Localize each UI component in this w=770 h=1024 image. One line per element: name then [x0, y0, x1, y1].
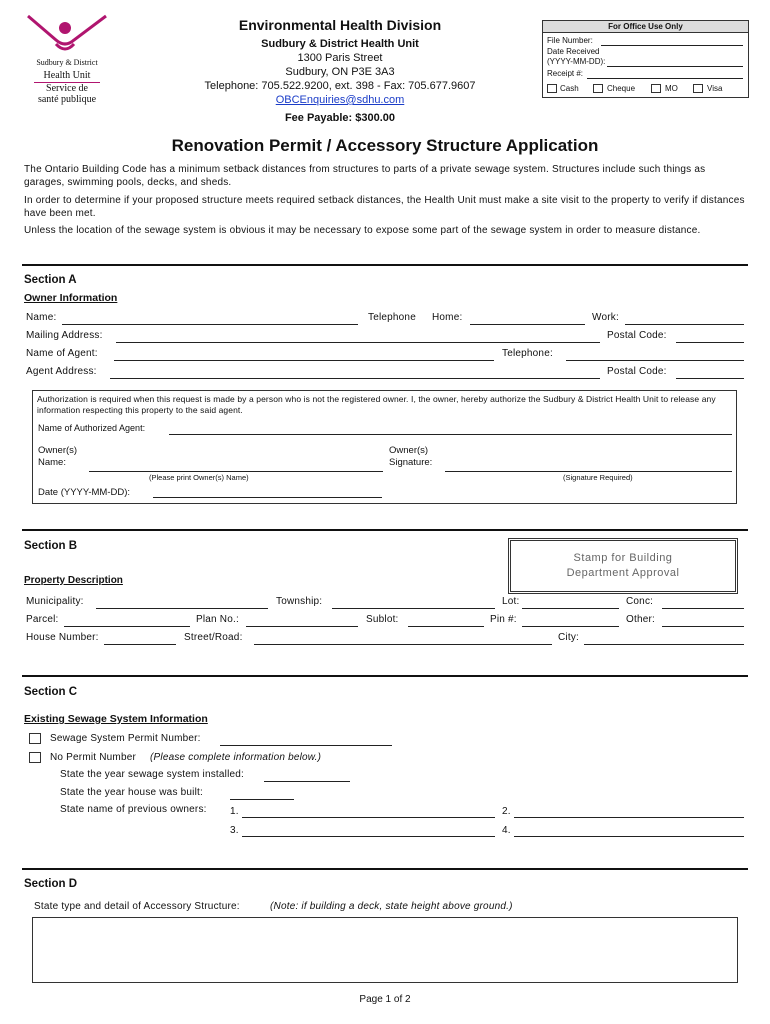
- year-installed-label: State the year sewage system installed:: [60, 769, 245, 780]
- owner-signature-field[interactable]: [445, 471, 732, 472]
- payment-visa-checkbox[interactable]: [693, 84, 703, 93]
- logo: [26, 14, 108, 106]
- street-road-field[interactable]: [254, 644, 552, 645]
- agent-address-label: Agent Address:: [26, 366, 97, 377]
- file-number-field[interactable]: [601, 45, 743, 46]
- parcel-field[interactable]: [64, 626, 190, 627]
- agent-postal-code-label: Postal Code:: [607, 366, 667, 377]
- payment-cash-label: Cash: [560, 84, 579, 93]
- sublot-field[interactable]: [408, 626, 484, 627]
- signature-required-note: (Signature Required): [563, 473, 633, 482]
- section-d-title: Section D: [24, 878, 78, 890]
- year-built-label: State the year house was built:: [60, 787, 203, 798]
- house-number-label: House Number:: [26, 632, 99, 643]
- authorization-text: Authorization is required when this request is made by a person who is not the registered owner. I, the owner, hereby authorize the Sudbury & District Health Unit to release any information respecting this property to the said agent.: [37, 394, 716, 415]
- city-label: City:: [558, 632, 579, 643]
- header-city: Sudbury, ON P3E 3A3: [285, 66, 395, 78]
- house-number-field[interactable]: [104, 644, 176, 645]
- no-permit-checkbox[interactable]: [29, 752, 41, 763]
- stamp-box: [508, 538, 738, 594]
- pin-field[interactable]: [522, 626, 619, 627]
- conc-label: Conc:: [626, 596, 654, 607]
- office-use-title: For Office Use Only: [543, 21, 748, 33]
- health-unit-logo-icon: [26, 14, 108, 56]
- municipality-field[interactable]: [96, 608, 268, 609]
- postal-code-label: Postal Code:: [607, 330, 667, 341]
- owner-print-name-field[interactable]: [89, 471, 383, 472]
- section-a-divider: [22, 264, 748, 266]
- agent-name-label: Name of Agent:: [26, 348, 98, 359]
- intro-paragraph-3: Unless the location of the sewage system is obvious it may be necessary to expose some part of the sewage system in order to measure distance.: [24, 225, 701, 236]
- year-built-field[interactable]: [230, 799, 294, 800]
- plan-number-label: Plan No.:: [196, 614, 239, 625]
- previous-owner-2-number: 2.: [502, 806, 511, 817]
- logo-org-line1: Sudbury & District: [36, 58, 98, 67]
- home-phone-label: Home:: [432, 312, 463, 323]
- accessory-structure-note: (Note: if building a deck, state height above ground.): [270, 901, 513, 912]
- print-name-note: (Please print Owner(s) Name): [149, 473, 249, 482]
- township-label: Township:: [276, 596, 323, 607]
- owner-name-label-1: Owner(s): [38, 445, 78, 456]
- owner-name-label-2: Name:: [38, 457, 66, 468]
- street-road-label: Street/Road:: [184, 632, 243, 643]
- owner-signature-label-1: Owner(s): [389, 445, 429, 456]
- section-a-subtitle: Owner Information: [24, 292, 118, 304]
- work-phone-label: Work:: [592, 312, 619, 323]
- header-phone: Telephone: 705.522.9200, ext. 398 - Fax: 705.677.9607: [204, 80, 476, 92]
- previous-owner-1-field[interactable]: [242, 817, 495, 818]
- owner-name-label: Name:: [26, 312, 57, 323]
- other-field[interactable]: [662, 626, 744, 627]
- receipt-label: Receipt #:: [547, 69, 584, 78]
- previous-owners-label: State name of previous owners:: [60, 804, 207, 815]
- sublot-label: Sublot:: [366, 614, 399, 625]
- lot-label: Lot:: [502, 596, 520, 607]
- owner-signature-label-2: Signature:: [389, 457, 433, 468]
- township-field[interactable]: [332, 608, 495, 609]
- payment-visa-label: Visa: [707, 84, 723, 93]
- accessory-structure-textarea[interactable]: [32, 917, 738, 983]
- year-installed-field[interactable]: [264, 781, 350, 782]
- municipality-label: Municipality:: [26, 596, 84, 607]
- header-street: 1300 Paris Street: [297, 52, 383, 64]
- logo-org-line3: Service de: [46, 83, 88, 94]
- work-phone-field[interactable]: [625, 324, 744, 325]
- payment-cash-checkbox[interactable]: [547, 84, 557, 93]
- date-received-label: Date Received: [547, 47, 600, 56]
- plan-number-field[interactable]: [246, 626, 358, 627]
- previous-owner-3-number: 3.: [230, 825, 239, 836]
- logo-org-line4: santé publique: [37, 94, 97, 105]
- telephone-label: Telephone: [368, 312, 416, 323]
- section-b-subtitle: Property Description: [24, 575, 123, 586]
- lot-field[interactable]: [522, 608, 619, 609]
- other-label: Other:: [626, 614, 655, 625]
- intro-paragraph-1: The Ontario Building Code has a minimum setback distances from structures to parts of a private sewage system. Structures include such things as garages, swimming pools, decks, and sheds.: [24, 164, 706, 188]
- previous-owner-1-number: 1.: [230, 806, 239, 817]
- owner-name-field[interactable]: [62, 324, 358, 325]
- section-c-subtitle: Existing Sewage System Information: [24, 713, 208, 725]
- no-permit-label: No Permit Number: [50, 752, 136, 763]
- parcel-label: Parcel:: [26, 614, 59, 625]
- permit-number-label: Sewage System Permit Number:: [50, 733, 201, 744]
- agent-postal-code-field[interactable]: [676, 378, 744, 379]
- mailing-address-label: Mailing Address:: [26, 330, 103, 341]
- fee-payable: Fee Payable: $300.00: [284, 112, 396, 124]
- authorized-agent-label: Name of Authorized Agent:: [38, 423, 146, 433]
- no-permit-note: (Please complete information below.): [150, 752, 322, 763]
- section-d-divider: [22, 868, 748, 870]
- receipt-field[interactable]: [587, 78, 743, 79]
- pin-label: Pin #:: [490, 614, 517, 625]
- payment-mo-label: MO: [665, 84, 678, 93]
- payment-cheque-checkbox[interactable]: [593, 84, 603, 93]
- conc-field[interactable]: [662, 608, 744, 609]
- date-format-label: (YYYY-MM-DD):: [547, 57, 606, 66]
- section-b-title: Section B: [24, 540, 78, 552]
- header-unit: Sudbury & District Health Unit: [261, 38, 419, 50]
- section-b-divider: [22, 529, 748, 531]
- payment-mo-checkbox[interactable]: [651, 84, 661, 93]
- home-phone-field[interactable]: [470, 324, 585, 325]
- mailing-address-field[interactable]: [116, 342, 600, 343]
- authorization-date-label: Date (YYYY-MM-DD):: [38, 487, 131, 498]
- office-use-box: [542, 20, 749, 98]
- authorized-agent-field[interactable]: [169, 434, 732, 435]
- page-number: Page 1 of 2: [359, 994, 411, 1005]
- intro-paragraph-2: In order to determine if your proposed structure meets required setback distances, the Health Unit must make a site visit to the property to verify if distances have been met.: [24, 195, 745, 219]
- stamp-text-2: Department Approval: [566, 567, 680, 579]
- postal-code-field[interactable]: [676, 342, 744, 343]
- permit-number-checkbox[interactable]: [29, 733, 41, 744]
- agent-address-field[interactable]: [110, 378, 600, 379]
- previous-owner-4-number: 4.: [502, 825, 511, 836]
- stamp-text-1: Stamp for Building: [573, 552, 673, 564]
- previous-owner-3-field[interactable]: [242, 836, 495, 837]
- permit-number-field[interactable]: [220, 745, 392, 746]
- agent-name-field[interactable]: [114, 360, 494, 361]
- payment-cheque-label: Cheque: [607, 84, 636, 93]
- file-number-label: File Number:: [547, 36, 593, 45]
- authorization-box: [32, 390, 737, 504]
- page-title: Renovation Permit / Accessory Structure Application: [171, 136, 599, 155]
- header-email-link[interactable]: OBCEnquiries@sdhu.com: [275, 94, 405, 106]
- section-a-title: Section A: [24, 274, 77, 286]
- date-received-field[interactable]: [607, 66, 743, 67]
- agent-telephone-field[interactable]: [566, 360, 744, 361]
- section-c-title: Section C: [24, 686, 78, 698]
- city-field[interactable]: [584, 644, 744, 645]
- authorization-date-field[interactable]: [153, 497, 382, 498]
- accessory-structure-prompt: State type and detail of Accessory Structure:: [34, 901, 240, 912]
- section-c-divider: [22, 675, 748, 677]
- previous-owner-4-field[interactable]: [514, 836, 744, 837]
- logo-org-line2: Health Unit: [43, 70, 91, 81]
- agent-telephone-label: Telephone:: [502, 348, 553, 359]
- previous-owner-2-field[interactable]: [514, 817, 744, 818]
- header-division: Environmental Health Division: [238, 17, 442, 33]
